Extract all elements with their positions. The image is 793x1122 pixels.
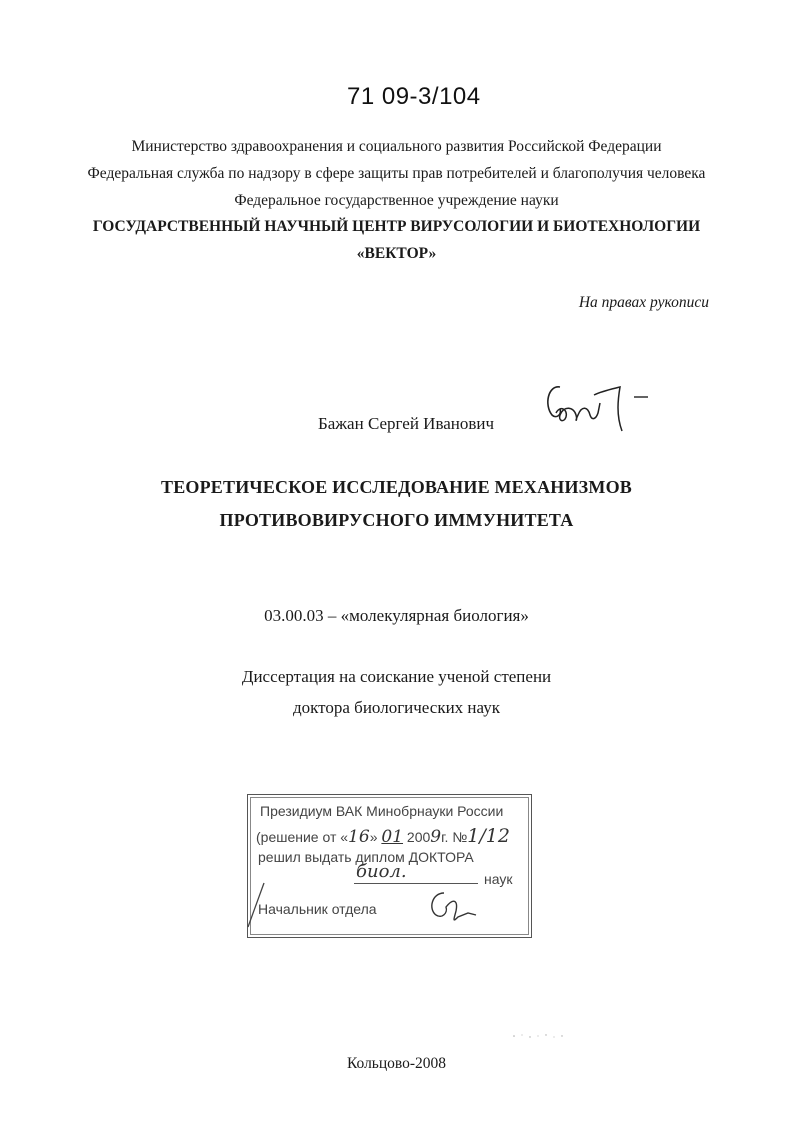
dissertation-line-1: Диссертация на соискание ученой степени (241, 667, 552, 686)
catalog-number: 71 09-3/104 (347, 83, 481, 110)
stamp-number: 1/12 (467, 825, 510, 847)
stamp-decision-prefix: (решение от « (256, 829, 349, 845)
author-name: Бажан Сергей Иванович (318, 414, 495, 433)
stamp-line-2 (256, 825, 510, 847)
stamp-sep: » (369, 829, 378, 845)
title-line-1: ТЕОРЕТИЧЕСКОЕ ИССЛЕДОВАНИЕ МЕХАНИЗМОВ (161, 477, 632, 497)
institution-line: Федеральное государственное учреждение науки (234, 192, 559, 209)
dissertation-line-2: доктора биологических наук (293, 698, 500, 717)
manuscript-note: На правах рукописи (578, 294, 709, 311)
stamp-year-prefix: 200 (406, 829, 431, 845)
vak-stamp (247, 794, 532, 938)
center-line: ГОСУДАРСТВЕННЫЙ НАУЧНЫЙ ЦЕНТР ВИРУСОЛОГИИ И БИОТЕХНОЛОГИИ (92, 218, 701, 235)
title-line-2: ПРОТИВОВИРУСНОГО ИММУНИТЕТА (219, 510, 574, 530)
service-line: Федеральная служба по надзору в сфере защиты прав потребителей и благополучия человека (87, 165, 706, 182)
stamp-day: 16 (348, 827, 370, 847)
stamp-g: г. № (441, 829, 468, 845)
stamp-degree-hand: биол. (356, 861, 407, 882)
stamp-month: 01 (381, 827, 404, 847)
stamp-line-3: решил выдать диплом ДОКТОРА (258, 849, 474, 865)
stamp-mark (242, 881, 272, 931)
stamp-line-1: Президиум ВАК Минобрнауки России (260, 803, 504, 819)
stamp-line-4: наук (484, 871, 513, 887)
specialty: 03.00.03 – «молекулярная биология» (264, 606, 529, 625)
author-signature (538, 375, 658, 445)
stamp-line-5: Начальник отдела (258, 901, 377, 917)
city-year: Кольцово-2008 (346, 1055, 447, 1072)
ministry-line: Министерство здравоохранения и социального развития Российской Федерации (131, 138, 662, 155)
stamp-year-digit: 9 (430, 827, 442, 847)
stamp-signature (424, 887, 494, 927)
center-name: «ВЕКТОР» (356, 245, 437, 262)
stamp-underline (354, 861, 478, 884)
scan-speckle (510, 1032, 570, 1040)
